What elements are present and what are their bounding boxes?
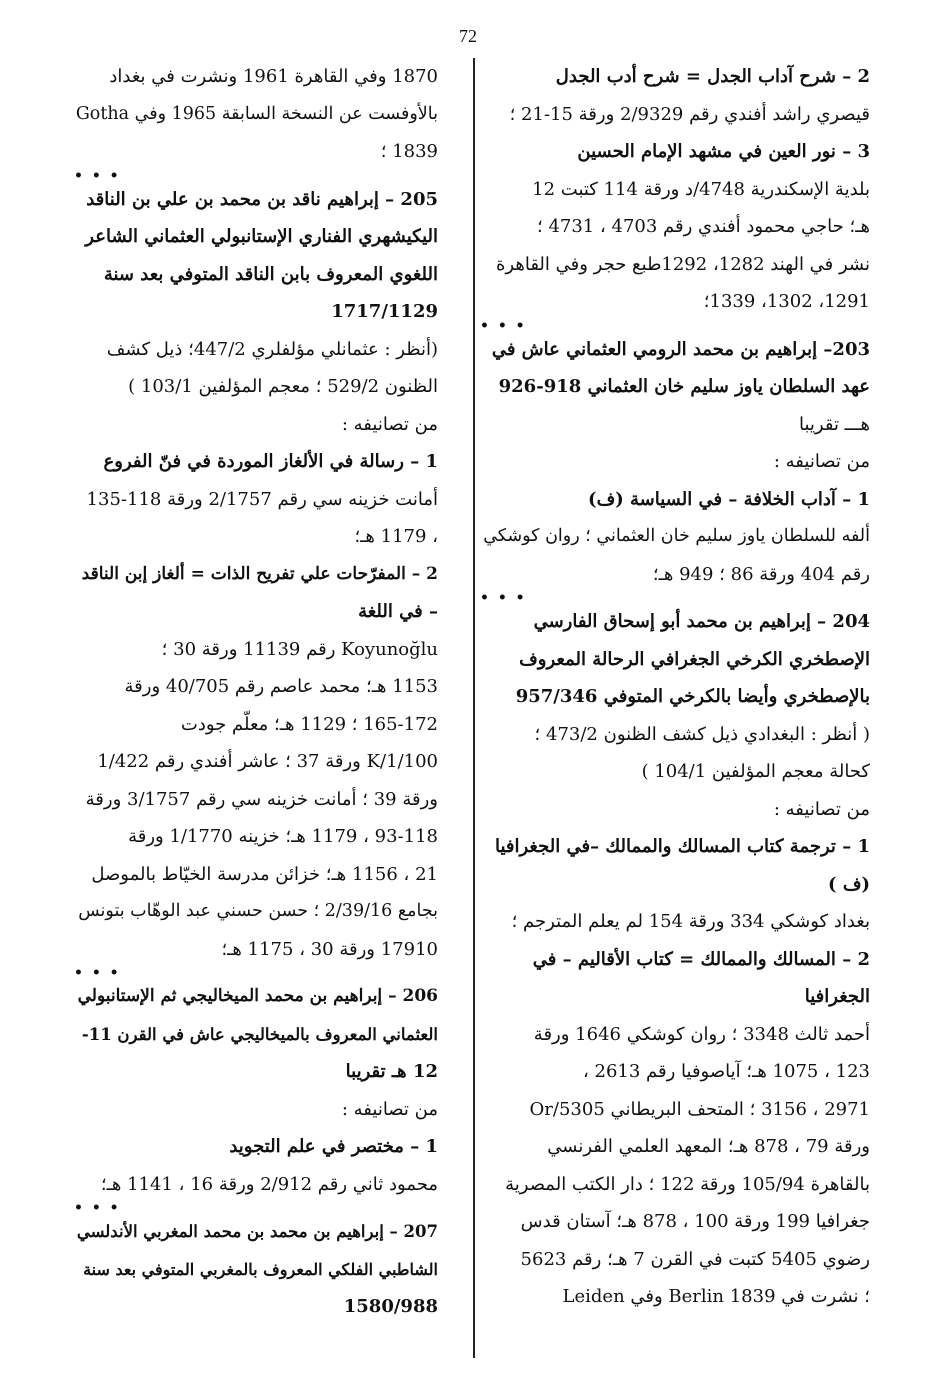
text-line: الظنون 529/2 ؛ معجم المؤلفين 103/1 ): [128, 376, 438, 397]
entry-heading-line: 204 – إبراهيم بن محمد أبو إسحاق الفارسي: [533, 611, 870, 632]
separator-dots: • • •: [74, 1203, 121, 1213]
entry-heading-line: 1 – ترجمة كتاب المسالك والممالك –في الجغرافيا: [494, 836, 870, 857]
text-line: ألفه للسلطان ياوز سليم خان العثماني ؛ روان كوشكي: [483, 526, 870, 546]
entry-heading-line: 1580/988: [343, 1296, 438, 1317]
text-line: قيصري راشد أفندي رقم 2/9329 ورقة 15-21 ؛: [509, 103, 870, 125]
text-line: بغداد كوشكي 334 ورقة 154 لم يعلم المترجم ؛: [511, 911, 870, 932]
text-line: ورقة 39 ؛ أمانت خزينه سي رقم 3/1757 ورقة: [85, 788, 438, 810]
text-line: هـ؛ حاجي محمود أفندي رقم 4703 ، 4731 ؛: [536, 216, 870, 237]
separator-dots: • • •: [74, 170, 121, 181]
left-column: [74, 58, 438, 1326]
text-line: بجامع 2/39/16 ؛ حسن حسني عبد الوهّاب بتونس: [78, 901, 438, 921]
text-line: نشر في الهند 1282، 1292طبع حجر وفي القاهرة: [495, 253, 870, 275]
entry-heading-line: 12 هـ تقريبا: [345, 1061, 438, 1082]
text-line: بالقاهرة 105/94 ورقة 122 ؛ دار الكتب المصرية: [505, 1173, 870, 1195]
entry-heading-line: الإصطخري الكرخي الجغرافي الرحالة المعروف: [519, 648, 870, 670]
right-column: [480, 58, 870, 1316]
text-line: 123 ، 1075 هـ؛ آياصوفيا رقم 2613 ،: [582, 1061, 870, 1082]
text-line: أحمد ثالث 3348 ؛ روان كوشكي 1646 ورقة: [533, 1023, 870, 1045]
entry-heading-line: عهد السلطان ياوز سليم خان العثماني 918-926: [498, 376, 870, 397]
text-line: ( أنظر : البغدادي ذيل كشف الظنون 473/2 ؛: [534, 723, 870, 745]
entry-heading-line: اللغوي المعروف بابن الناقد المتوفي بعد سنة: [103, 263, 438, 285]
text-line: 17910 ورقة 30 ، 1175 هـ؛: [221, 938, 438, 960]
entry-heading-line: 1 – رسالة في الألغاز الموردة في فنّ الفروع: [103, 451, 438, 472]
entry-heading-line: الشاطبي الفلكي المعروف بالمغربي المتوفي بعد سنة: [83, 1259, 438, 1279]
entry-heading-line: 206 – إبراهيم بن محمد الميخاليجي ثم الإستانبولي: [77, 986, 438, 1006]
text-line: بالأوفست عن النسخة السابقة 1965 وفي Gotha: [75, 103, 438, 124]
entry-heading-line: 2 – شرح آداب الجدل = شرح أدب الجدل: [555, 66, 870, 87]
text-line: 21 ، 1156 هـ؛ خزائن مدرسة الخيّاط بالموصل: [91, 863, 438, 885]
text-line: هـــ تقريبا: [798, 413, 870, 435]
separator-dots: • • •: [480, 593, 527, 603]
entry-heading-line: 2 – المسالك والممالك = كتاب الأقاليم – في: [532, 948, 870, 970]
text-line: K/1/100 ورقة 37 ؛ عاشر أفندي رقم 1/422: [97, 751, 438, 772]
entry-heading-line: 1 – آداب الخلافة – في السياسة (ف): [588, 488, 870, 510]
text-line: رضوي 5405 كتبت في القرن 7 هـ؛ رقم 5623: [520, 1248, 870, 1270]
text-line: جغرافيا 199 ورقة 100 ، 878 هـ؛ آستان قدس: [520, 1211, 870, 1232]
separator-dots: • • •: [74, 968, 121, 978]
column-divider: [473, 58, 475, 1358]
entry-heading-line: 1 – مختصر في علم التجويد: [229, 1136, 438, 1157]
separator-dots: • • •: [480, 320, 527, 331]
text-line: ، 1179 هـ؛: [354, 526, 438, 547]
text-line: 93-118 ، 1179 هـ؛ خزينه 1/1770 ورقة: [128, 826, 438, 847]
text-line: 165-172 ؛ 1129 هـ؛ معلّم جودت: [180, 713, 438, 735]
entry-heading-line: 2 – المفرّحات علي تفريح الذات = ألغاز إبن الناقد: [81, 563, 438, 584]
entry-heading-line: اليكيشهري الفناري الإستانبولي العثماني الشاعر: [85, 226, 438, 247]
text-line: 1870 وفي القاهرة 1961 ونشرت في بغداد: [109, 66, 438, 87]
text-line: كحالة معجم المؤلفين 104/1 ): [641, 761, 870, 782]
text-line: من تصانيفه :: [773, 451, 870, 472]
text-line: أمانت خزينه سي رقم 2/1757 ورقة 118-135: [86, 488, 438, 510]
entry-heading-line: (ف ): [828, 873, 870, 895]
entry-heading-line: 203– إبراهيم بن محمد الرومي العثماني عاش في: [491, 338, 870, 360]
entry-heading-line: 205 – إبراهيم ناقد بن محمد بن علي بن الناقد: [86, 188, 438, 210]
text-line: محمود ثاني رقم 2/912 ورقة 16 ، 1141 هـ؛: [100, 1173, 438, 1195]
text-line: بلدية الإسكندرية 4748/د ورقة 114 كتبت 12: [532, 178, 870, 200]
text-line: 1839 ؛: [380, 141, 438, 162]
entry-heading-line: – في اللغة: [358, 601, 438, 622]
text-line: ؛ نشرت في Berlin 1839 وفي Leiden: [562, 1286, 870, 1307]
entry-heading-line: الجغرافيا: [804, 986, 870, 1007]
text-line: ورقة 79 ، 878 هـ؛ المعهد العلمي الفرنسي: [547, 1136, 870, 1157]
entry-heading-line: 1717/1129: [331, 301, 438, 322]
text-line: (أنظر : عثمانلي مؤلفلري 447/2؛ ذيل كشف: [106, 338, 438, 360]
text-line: 1291، 1302، 1339؛: [703, 291, 870, 312]
page-number: 72: [459, 26, 477, 46]
text-line: Koyunoğlu رقم 11139 ورقة 30 ؛: [161, 638, 438, 660]
text-line: من تصانيفه :: [773, 798, 870, 820]
text-line: من تصانيفه :: [341, 1098, 438, 1120]
text-line: 1153 هـ؛ محمد عاصم رقم 40/705 ورقة: [124, 676, 438, 697]
text-line: 2971 ، 3156 ؛ المتحف البريطاني 5305/Or: [529, 1098, 870, 1120]
text-line: رقم 404 ورقة 86 ؛ 949 هـ؛: [652, 563, 870, 585]
entry-heading-line: بالإصطخري وأيضا بالكرخي المتوفي 957/346: [515, 686, 870, 707]
entry-heading-line: 207 – إبراهيم بن محمد بن محمد المغربي الأندلسي: [76, 1222, 438, 1241]
entry-heading-line: العثماني المعروف بالميخاليجي عاش في القرن 11-: [81, 1024, 438, 1044]
entry-heading-line: 3 – نور العين في مشهد الإمام الحسين: [577, 141, 870, 162]
text-line: من تصانيفه :: [341, 413, 438, 435]
